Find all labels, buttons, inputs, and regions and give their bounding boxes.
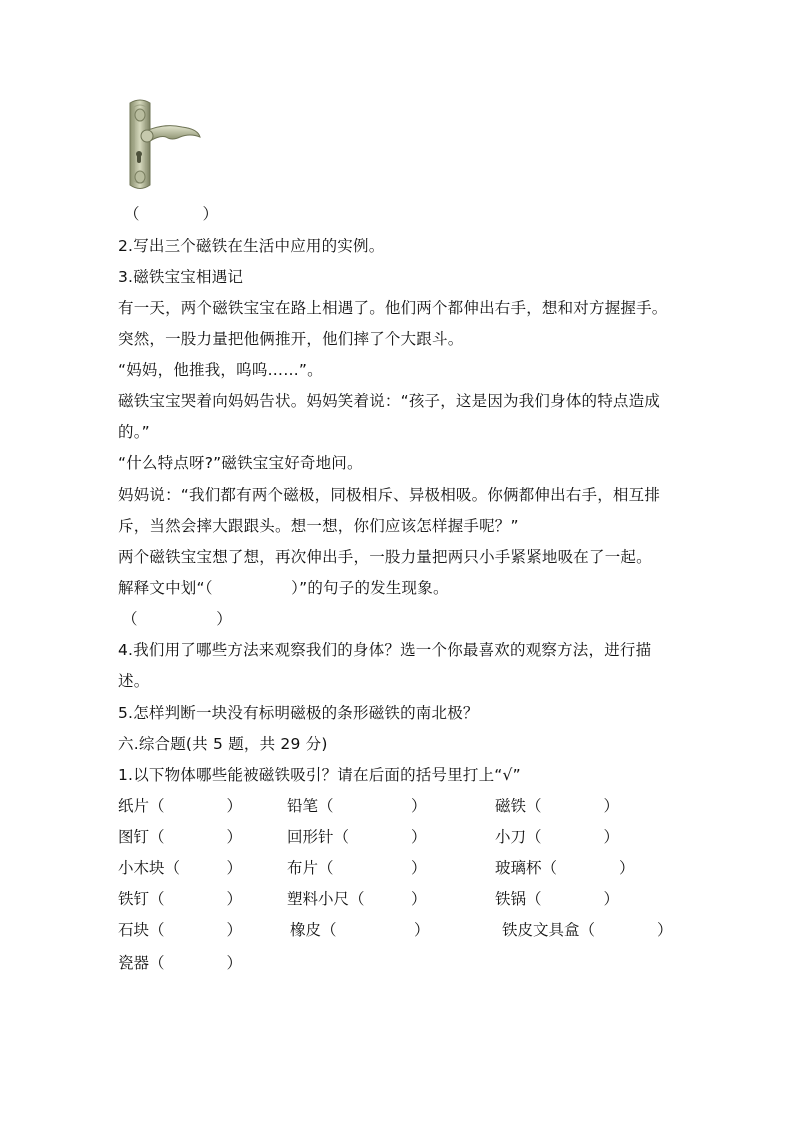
item-option[interactable]: 图钉（ ） <box>118 828 243 846</box>
question-3-prompt: 解释文中划“（ ）”的句子的发生现象。 <box>118 579 449 597</box>
item-option[interactable]: 铁皮文具盒（ ） <box>502 921 673 939</box>
item-option[interactable]: 塑料小尺（ ） <box>287 890 427 908</box>
item-option[interactable]: 磁铁（ ） <box>495 797 620 815</box>
section-6-heading: 六.综合题(共 5 题，共 29 分) <box>118 735 328 753</box>
section-6-question-1: 1.以下物体哪些能被磁铁吸引？请在后面的括号里打上“√” <box>118 766 521 784</box>
story-line: 两个磁铁宝宝想了想，再次伸出手，一股力量把两只小手紧紧地吸在了一起。 <box>118 548 652 566</box>
item-option[interactable]: 铅笔（ ） <box>287 797 427 815</box>
handle-answer-blank[interactable]: （ ） <box>124 205 219 223</box>
story-line: 斥，当然会摔大跟跟头。想一想，你们应该怎样握手呢？” <box>118 517 519 535</box>
story-line: 突然，一股力量把他俩推开，他们摔了个大跟斗。 <box>118 330 464 348</box>
item-option[interactable]: 铁钉（ ） <box>118 890 243 908</box>
story-line: 的。” <box>118 423 150 441</box>
item-option[interactable]: 瓷器（ ） <box>118 954 243 972</box>
item-option[interactable]: 石块（ ） <box>118 921 243 939</box>
story-line: “妈妈，他推我，呜呜……”。 <box>118 361 323 379</box>
item-option[interactable]: 玻璃杯（ ） <box>495 859 635 877</box>
question-3-title: 3.磁铁宝宝相遇记 <box>118 268 244 286</box>
door-handle-image <box>120 97 204 192</box>
question-4-line: 述。 <box>118 672 150 690</box>
item-option[interactable]: 铁锅（ ） <box>495 890 620 908</box>
story-line: 有一天，两个磁铁宝宝在路上相遇了。他们两个都伸出右手，想和对方握握手。 <box>118 299 668 317</box>
item-option[interactable]: 橡皮（ ） <box>290 921 430 939</box>
item-option[interactable]: 小木块（ ） <box>118 859 243 877</box>
story-line: “什么特点呀?”磁铁宝宝好奇地问。 <box>118 454 363 472</box>
question-2: 2.写出三个磁铁在生活中应用的实例。 <box>118 237 385 255</box>
story-line: 磁铁宝宝哭着向妈妈告状。妈妈笑着说：“孩子，这是因为我们身体的特点造成 <box>118 392 661 410</box>
item-option[interactable]: 纸片（ ） <box>118 797 243 815</box>
question-4-line: 4.我们用了哪些方法来观察我们的身体？选一个你最喜欢的观察方法，进行描 <box>118 641 652 659</box>
item-option[interactable]: 小刀（ ） <box>495 828 620 846</box>
item-option[interactable]: 回形针（ ） <box>287 828 427 846</box>
story-line: 妈妈说：“我们都有两个磁极，同极相斥、异极相吸。你俩都伸出右手，相互排 <box>118 486 661 504</box>
question-5: 5.怎样判断一块没有标明磁极的条形磁铁的南北极？ <box>118 704 479 722</box>
question-3-answer-blank[interactable]: （ ） <box>122 610 232 628</box>
item-option[interactable]: 布片（ ） <box>287 859 427 877</box>
